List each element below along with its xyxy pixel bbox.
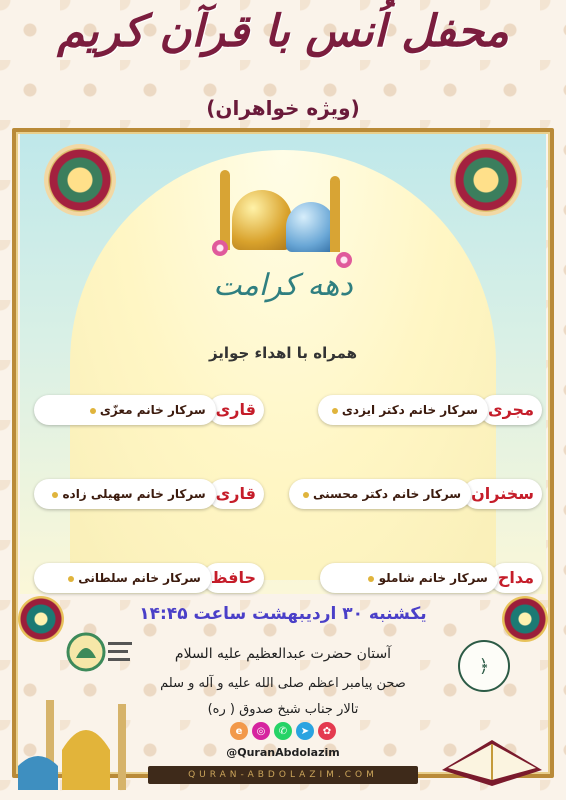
role-label: قاری: [208, 479, 264, 509]
program-item-reciter-1: [34, 394, 264, 426]
dot-icon: [52, 492, 58, 498]
emblem-calligraphy: دهه کرامت: [213, 268, 353, 303]
telegram-icon[interactable]: ➤: [296, 722, 314, 740]
person-name: سرکار خانم سهیلی زاده: [34, 479, 216, 509]
program-item-hafiz: [34, 562, 264, 594]
event-datetime: یکشنبه ۳۰ اردیبهشت ساعت ۱۴:۴۵: [139, 604, 427, 624]
eitaa-icon[interactable]: e: [230, 722, 248, 740]
corner-ornament-left: [18, 596, 64, 642]
blue-dome: [286, 202, 336, 252]
quran-logo-icon: ﴿: [458, 640, 510, 692]
minaret-left: [220, 170, 230, 250]
ornament-medallion-left: [48, 148, 112, 212]
person-name: سرکار خانم دکتر ایزدی: [318, 395, 488, 425]
role-label: مداح: [490, 563, 542, 593]
dot-icon: [90, 408, 96, 414]
golden-dome: [232, 190, 292, 250]
dot-icon: [332, 408, 338, 414]
dot-icon: [303, 492, 309, 498]
role-label: قاری: [208, 395, 264, 425]
instagram-icon[interactable]: ◎: [252, 722, 270, 740]
program-item-eulogist: [320, 562, 542, 594]
flower-icon: [212, 240, 228, 256]
role-label: حافظ: [203, 563, 264, 593]
person-name: سرکار خانم معزّی: [34, 395, 216, 425]
poster-subtitle: (ویژه خواهران): [206, 96, 360, 120]
social-handle[interactable]: @QuranAbdolazim: [226, 746, 340, 759]
whatsapp-icon[interactable]: ✆: [274, 722, 292, 740]
program-item-speaker: [313, 478, 542, 510]
dot-icon: [68, 576, 74, 582]
quran-book-illustration: [432, 720, 552, 790]
website-strip[interactable]: QURAN-ABDOLAZIM.COM: [148, 766, 418, 784]
poster-title: محفل اُنس با قرآن کریم: [57, 6, 509, 57]
flower-icon: [336, 252, 352, 268]
shrine-logo-icon: [64, 624, 134, 684]
ornament-medallion-right: [454, 148, 518, 212]
minaret-right: [330, 176, 340, 252]
aparat-icon[interactable]: ✿: [318, 722, 336, 740]
person-name: سرکار خانم سلطانی: [34, 563, 211, 593]
corner-ornament-right: [502, 596, 548, 642]
shrine-illustration: [212, 170, 352, 280]
program-item-reciter-2: [34, 478, 264, 510]
dot-icon: [368, 576, 374, 582]
program-item-host: [322, 394, 542, 426]
location-line-3: تالار جناب شیخ صدوق ( ره): [207, 702, 359, 717]
role-label: مجری: [480, 395, 542, 425]
location-line-1: آستان حضرت عبدالعظیم علیه السلام: [174, 646, 392, 662]
person-name: سرکار خانم دکتر محسنی: [289, 479, 471, 509]
corner-shrine-illustration: [18, 690, 148, 790]
prizes-note: همراه با اهداء جوایز: [208, 344, 358, 362]
role-label: سخنران: [463, 479, 542, 509]
location-line-2: صحن پیامبر اعظم صلی الله علیه و آله و سلم: [160, 676, 406, 691]
person-name: سرکار خانم شاملو: [320, 563, 498, 593]
